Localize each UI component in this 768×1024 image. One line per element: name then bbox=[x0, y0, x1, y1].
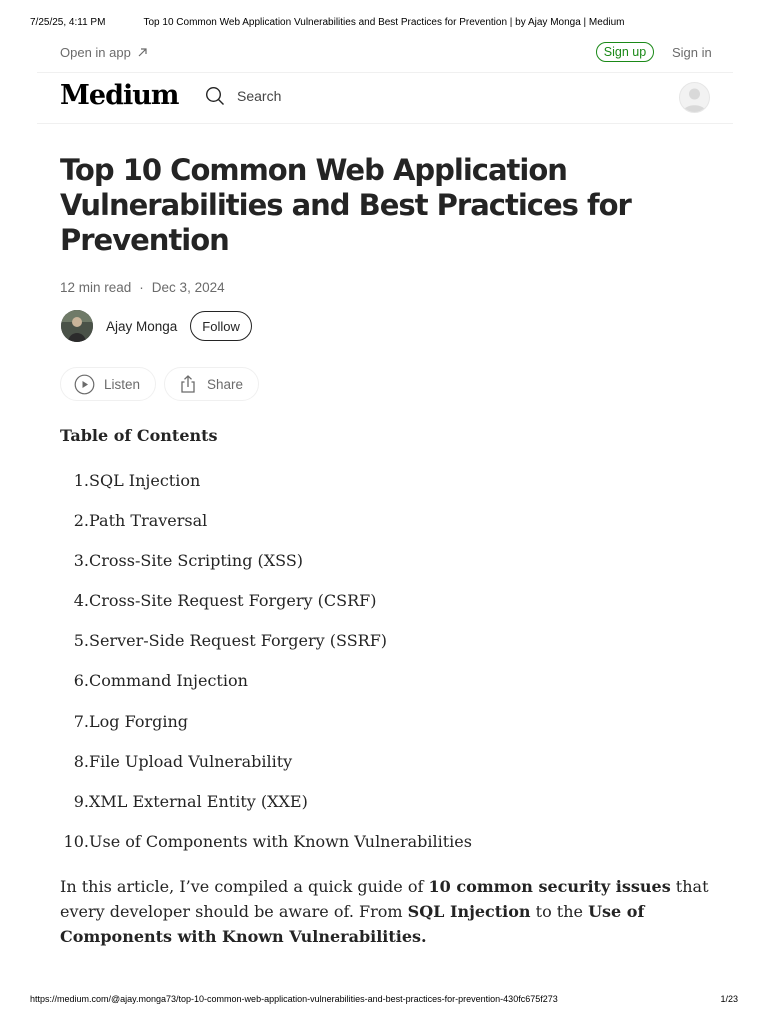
toc-number: 10. bbox=[63, 831, 89, 851]
toc-text: SQL Injection bbox=[89, 471, 201, 490]
print-datetime: 7/25/25, 4:11 PM bbox=[30, 17, 106, 28]
toc-item bbox=[60, 630, 700, 670]
toc-text: Path Traversal bbox=[89, 511, 208, 531]
toc-text: XML External Entity (XXE) bbox=[89, 791, 308, 811]
top-bar bbox=[37, 40, 733, 73]
toc-number: 6. bbox=[73, 671, 89, 691]
share-icon bbox=[178, 374, 198, 394]
medium-logo[interactable]: Medium bbox=[60, 80, 179, 111]
share-label: Share bbox=[207, 376, 244, 392]
share-button[interactable] bbox=[164, 367, 259, 401]
sign-in-link[interactable]: Sign in bbox=[672, 45, 712, 60]
open-in-app-label: Open in app bbox=[60, 45, 131, 60]
search-bar[interactable] bbox=[205, 86, 397, 106]
toc-number: 8. bbox=[73, 751, 89, 771]
toc-heading: Table of Contents bbox=[60, 426, 218, 445]
author-row bbox=[61, 310, 252, 342]
intro-text-3: to the bbox=[530, 902, 589, 921]
toc-item bbox=[60, 470, 700, 510]
toc-text: Cross-Site Request Forgery (CSRF) bbox=[89, 591, 377, 611]
toc-number: 7. bbox=[73, 711, 89, 731]
listen-label: Listen bbox=[104, 376, 141, 392]
toc-item bbox=[60, 510, 700, 550]
toc-text: File Upload Vulnerability bbox=[89, 751, 293, 771]
intro-bold-2: SQL Injection bbox=[407, 902, 531, 921]
play-icon bbox=[74, 374, 95, 395]
listen-button[interactable] bbox=[60, 367, 156, 401]
author-avatar[interactable] bbox=[61, 310, 93, 342]
intro-text-1: In this article, I’ve compiled a quick guide of bbox=[60, 877, 429, 896]
toc-text: Server-Side Request Forgery (SSRF) bbox=[89, 631, 388, 651]
print-doc-title: Top 10 Common Web Application Vulnerabilities and Best Practices for Prevention | by Ajay Monga | Medium bbox=[143, 17, 625, 28]
toc-text: Use of Components with Known Vulnerabilities bbox=[89, 831, 472, 851]
print-header bbox=[30, 17, 738, 31]
search-input[interactable] bbox=[237, 88, 397, 104]
toc-item bbox=[60, 711, 700, 751]
toc-number: 9. bbox=[73, 791, 89, 811]
print-url: https://medium.com/@ajay.monga73/top-10-common-web-application-vulnerabilities-and-best-practices-for-prevention-430fc675f273 bbox=[30, 994, 558, 1004]
article-title: Top 10 Common Web Application Vulnerabilities and Best Practices for Prevention bbox=[60, 153, 631, 257]
toc-text: Command Injection bbox=[89, 671, 248, 691]
toc-text: Log Forging bbox=[89, 711, 188, 731]
toc-number: 3. bbox=[73, 551, 89, 571]
print-page-number: 1/23 bbox=[720, 994, 738, 1004]
follow-button[interactable]: Follow bbox=[190, 311, 252, 341]
intro-text-2: that every developer should be aware of. From bbox=[60, 877, 709, 921]
toc-number: 5. bbox=[73, 631, 89, 651]
author-name[interactable]: Ajay Monga bbox=[106, 318, 178, 334]
arrow-up-right-icon bbox=[137, 47, 148, 58]
intro-paragraph bbox=[60, 874, 710, 949]
print-footer bbox=[30, 994, 738, 1008]
toc-number: 2. bbox=[73, 511, 89, 531]
read-time: 12 min read bbox=[60, 280, 132, 295]
intro-bold-3: Use of Components with Known Vulnerabilities. bbox=[60, 902, 645, 946]
intro-bold-1: 10 common security issues bbox=[428, 877, 671, 896]
toc-text: Cross-Site Scripting (XSS) bbox=[89, 551, 304, 571]
meta-separator: · bbox=[139, 280, 144, 295]
open-in-app-link[interactable] bbox=[60, 45, 148, 60]
main-nav bbox=[37, 72, 733, 124]
user-avatar-icon[interactable] bbox=[679, 82, 710, 113]
toc-number: 4. bbox=[73, 591, 89, 611]
sign-up-button[interactable]: Sign up bbox=[596, 42, 654, 62]
article-meta bbox=[60, 280, 225, 295]
toc-item bbox=[60, 590, 700, 630]
article-actions bbox=[60, 367, 259, 401]
toc-item bbox=[60, 670, 700, 710]
toc-item bbox=[60, 791, 700, 831]
toc-item bbox=[60, 831, 700, 871]
search-icon[interactable] bbox=[205, 86, 225, 106]
toc-item bbox=[60, 751, 700, 791]
toc-number: 1. bbox=[73, 471, 89, 490]
toc-item bbox=[60, 550, 700, 590]
publish-date: Dec 3, 2024 bbox=[151, 280, 225, 295]
toc-list bbox=[60, 470, 700, 871]
